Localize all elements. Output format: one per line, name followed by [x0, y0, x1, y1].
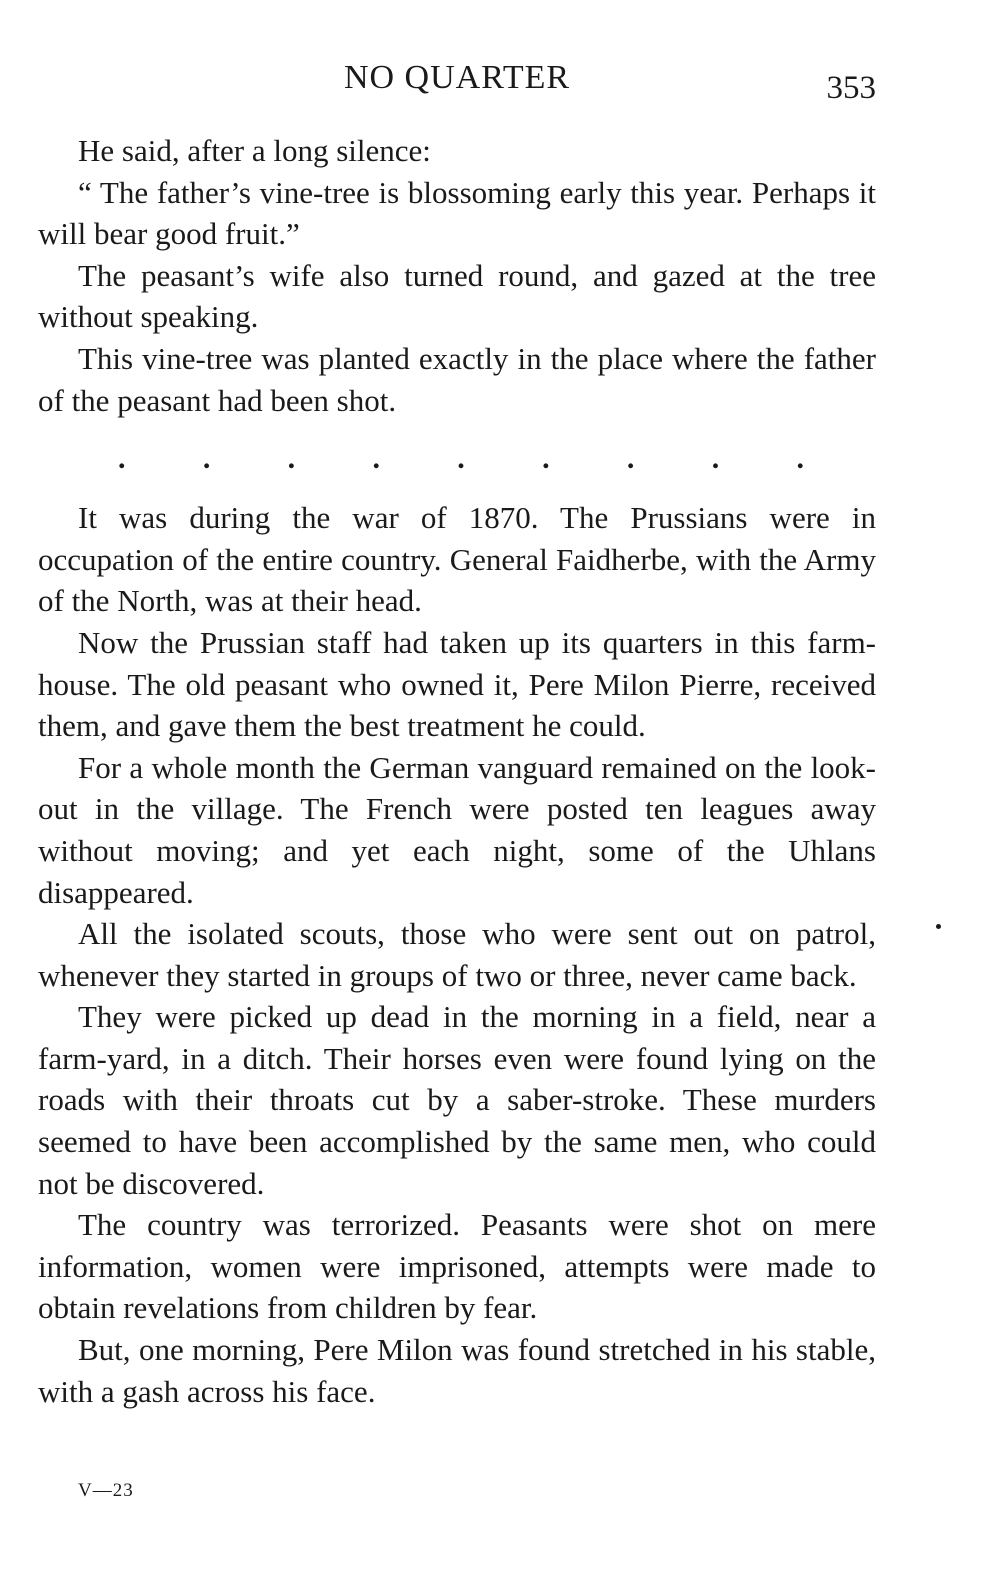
paragraph: All the isolated scouts, those who were sent out on patrol, whenever they started in groups of two or three, never came back. [38, 916, 876, 993]
paragraph: “ The father’s vine-tree is blossoming early this year. Perhaps it will bear good fruit.” [38, 174, 876, 252]
section-break-dot: . [457, 442, 465, 476]
running-head: NO QUARTER [343, 59, 571, 96]
section-break-dot: . [711, 442, 720, 476]
paragraph: They were picked up dead in the morning in a field, near a farm-yard, in a ditch. Their horses even were found lying on the roads with their throats cut by a saber-stroke. These murders seemed to have been accomplished by the same men, who could not be discovered. [38, 999, 876, 1201]
paragraph: The peasant’s wife also turned round, and gazed at the tree without speaking. [38, 257, 876, 335]
paragraph: This vine-tree was planted exactly in the place where the father of the peasant had been shot. [38, 340, 876, 418]
paragraph: But, one morning, Pere Milon was found stretched in his stable, with a gash across his face. [38, 1332, 876, 1409]
paragraph: For a whole month the German vanguard remained on the look-out in the village. The French were posted ten leagues away without moving; and yet each night, some of the Uhlans disappeared. [38, 749, 876, 910]
section-break-dot: . [626, 442, 635, 476]
section-break-dot: . [118, 442, 126, 476]
book-page [38, 58, 876, 1412]
paragraph: He said, after a long silence: [78, 133, 431, 168]
section-break-dot: . [796, 442, 804, 476]
section-break [38, 421, 876, 497]
section-break-dot: . [542, 442, 550, 476]
paragraph: The country was terrorized. Peasants were shot on mere information, women were imprisoned, attempts were made to obtain revelations from children by fear. [38, 1207, 876, 1326]
paragraph: Now the Prussian staff had taken up its quarters in this farm-house. The old peasant who owned it, Pere Milon Pierre, received them, and gave them the best treatment he could. [38, 624, 876, 744]
signature-mark: V—23 [78, 1480, 134, 1501]
page-number: 353 [826, 70, 876, 106]
page-header [38, 58, 876, 108]
paragraph: It was during the war of 1870. The Prussians were in occupation of the entire country. General Faidherbe, with the Army of the North, was at their head. [38, 500, 876, 619]
ink-speck [936, 924, 941, 929]
section-break-dot: . [202, 442, 211, 476]
section-break-dot: . [372, 442, 380, 476]
body-text [38, 130, 876, 1412]
section-break-dot: . [287, 442, 296, 476]
